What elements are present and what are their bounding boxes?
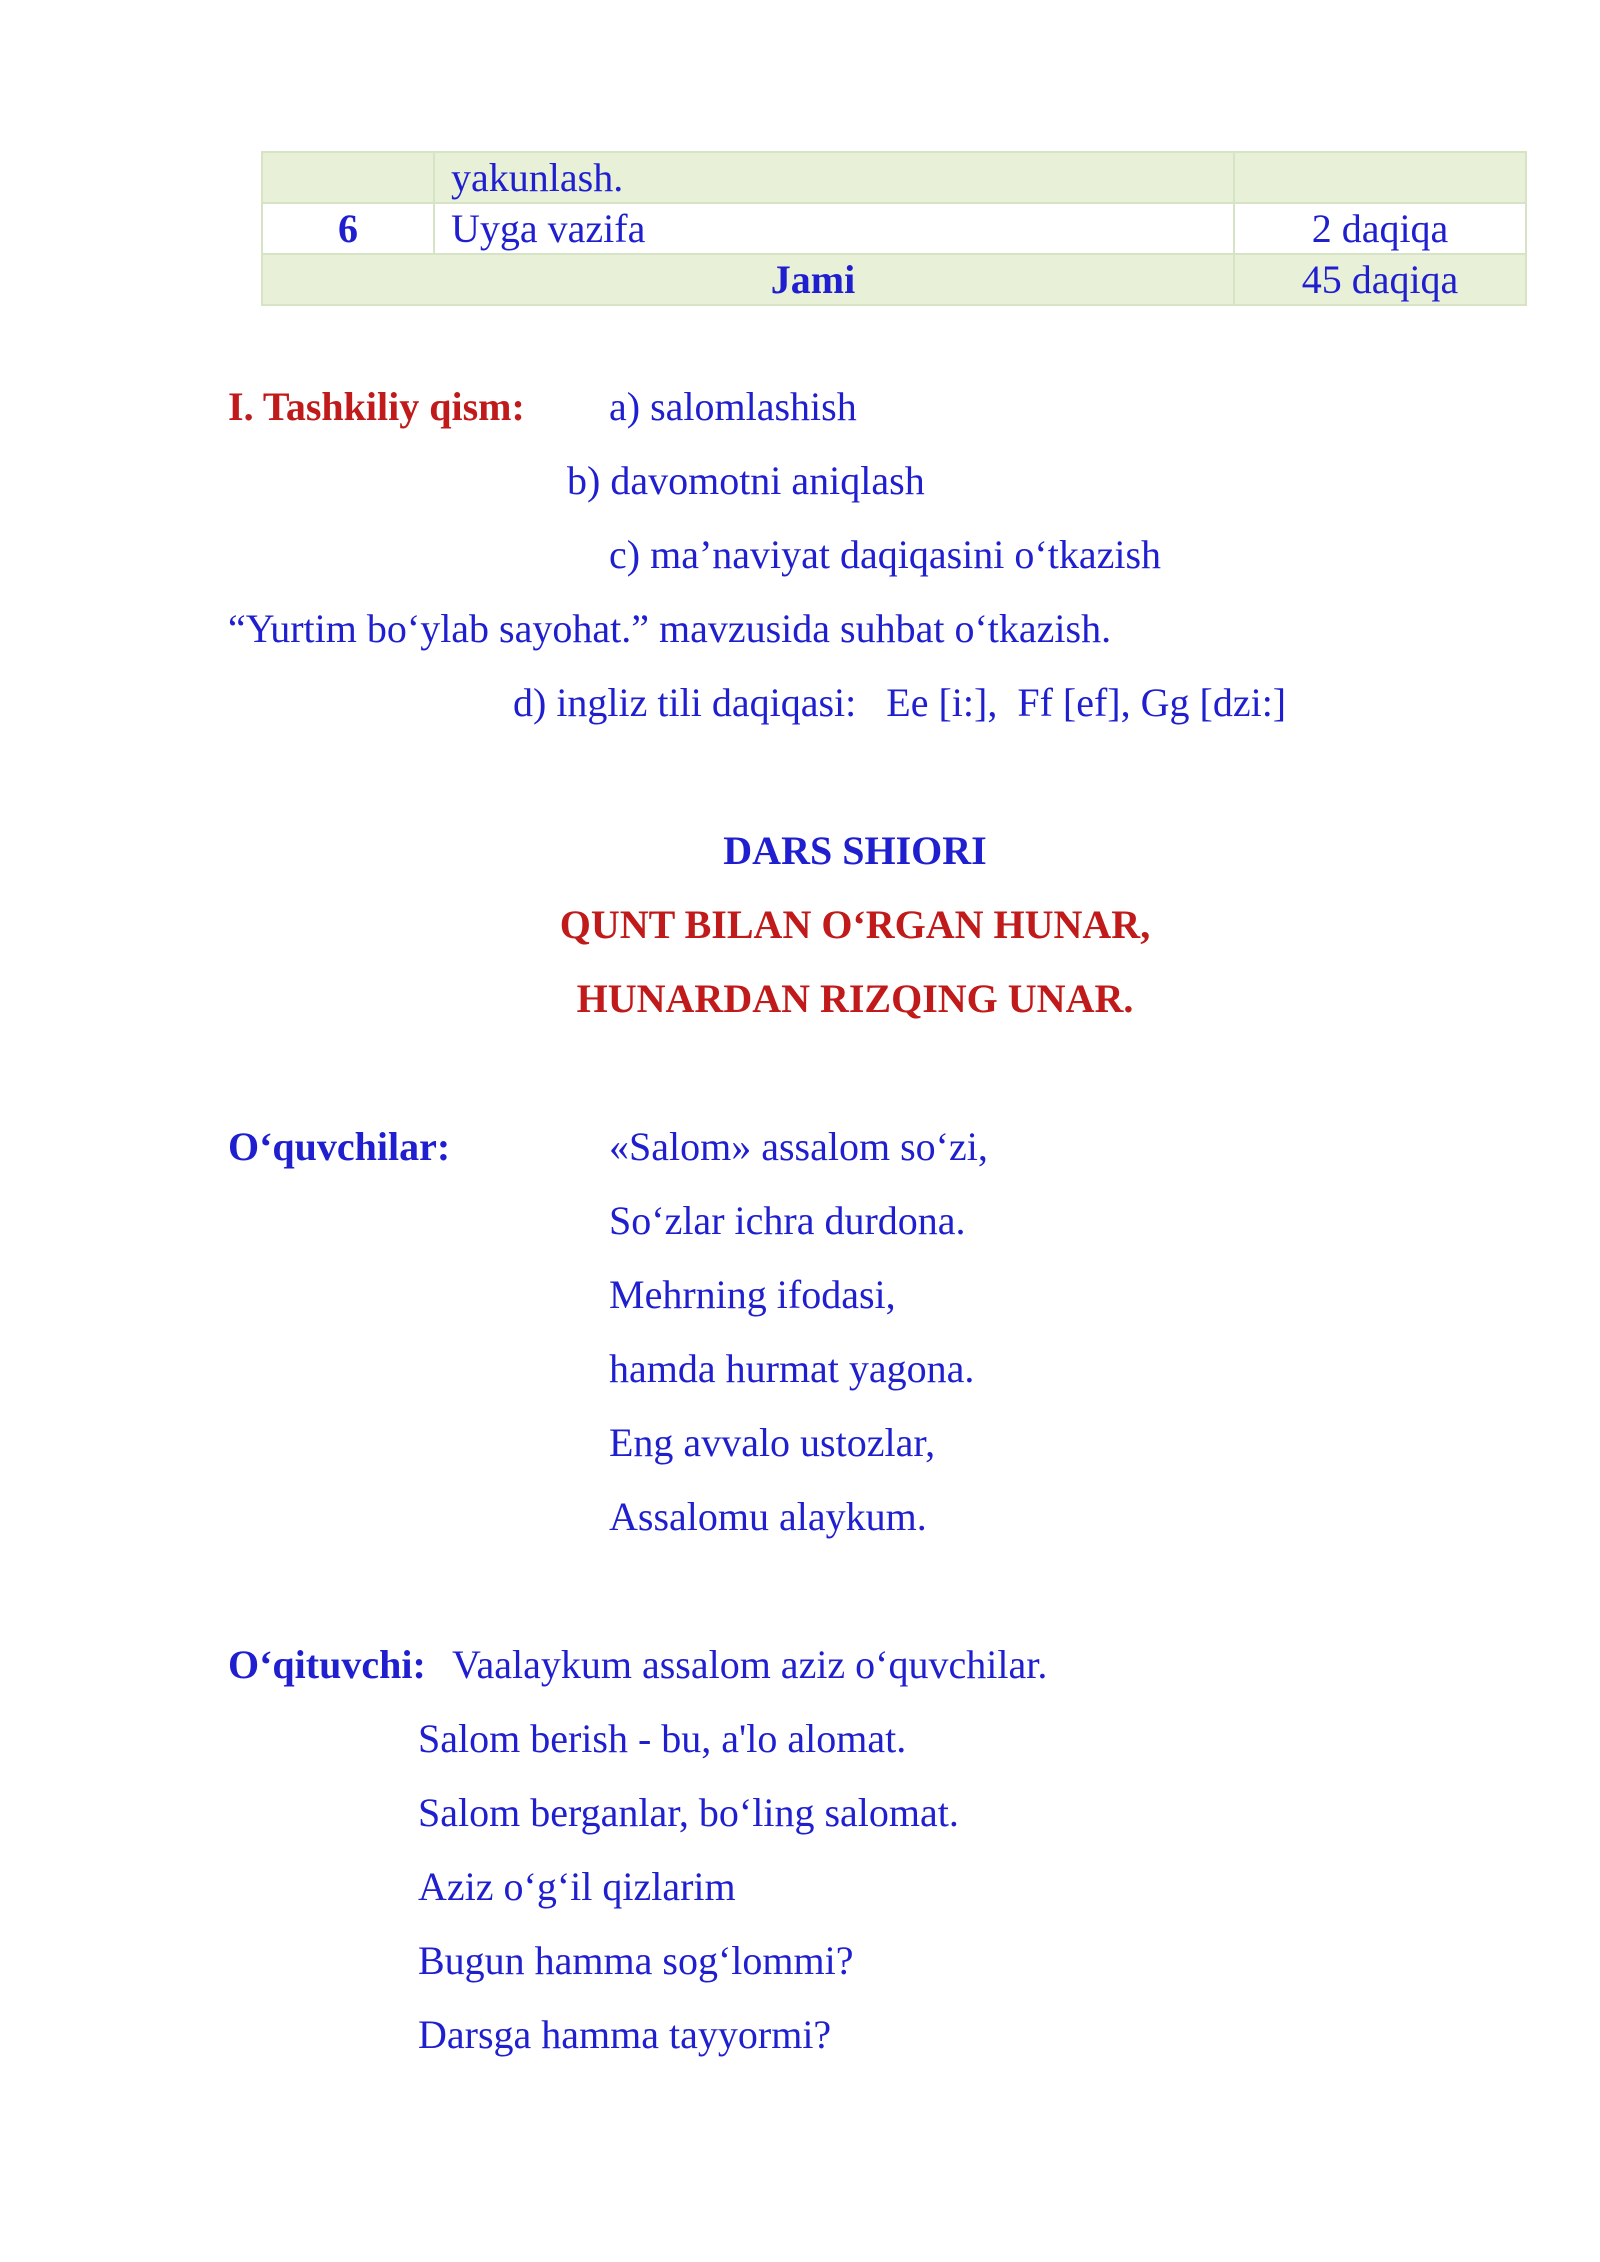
- english-minute: d) ingliz tili daqiqasi: Ee [i:], Ff [ef], Gg [dzi:]: [513, 680, 1287, 725]
- organizational-item-b: b) davomotni aniqlash: [567, 458, 925, 503]
- table-total-row: [262, 254, 1526, 305]
- motto-line-2: HUNARDAN RIZQING UNAR.: [576, 976, 1134, 1021]
- total-label: Jami: [262, 254, 1234, 305]
- students-line: hamda hurmat yagona.: [609, 1346, 975, 1391]
- row-number: 6: [262, 203, 434, 254]
- conversation-topic: “Yurtim bo‘ylab sayohat.” mavzusida suhbat o‘tkazish.: [228, 606, 1112, 651]
- students-line: Mehrning ifodasi,: [609, 1272, 896, 1317]
- row-time: [1234, 152, 1526, 203]
- students-line: So‘zlar ichra durdona.: [609, 1198, 966, 1243]
- teacher-line: Salom berganlar, bo‘ling salomat.: [418, 1790, 959, 1835]
- students-label: O‘quvchilar:: [228, 1124, 451, 1169]
- teacher-label: O‘qituvchi:: [228, 1642, 426, 1687]
- lesson-plan-table: [261, 151, 1527, 306]
- students-line: «Salom» assalom so‘zi,: [609, 1124, 988, 1169]
- teacher-line: Darsga hamma tayyormi?: [418, 2012, 832, 2057]
- students-line: Assalomu alaykum.: [609, 1494, 927, 1539]
- row-task: Uyga vazifa: [434, 203, 1234, 254]
- organizational-item-c: c) ma’naviyat daqiqasini o‘tkazish: [609, 532, 1162, 577]
- organizational-item-a: a) salomlashish: [609, 384, 857, 429]
- teacher-line: Salom berish - bu, a'lo alomat.: [418, 1716, 907, 1761]
- students-line: Eng avvalo ustozlar,: [609, 1420, 936, 1465]
- table-row: [262, 152, 1526, 203]
- motto-title: DARS SHIORI: [723, 828, 987, 873]
- row-task: yakunlash.: [434, 152, 1234, 203]
- table-row: [262, 203, 1526, 254]
- teacher-first-line: Vaalaykum assalom aziz o‘quvchilar.: [452, 1642, 1048, 1687]
- motto-line-1: QUNT BILAN O‘RGAN HUNAR,: [559, 902, 1151, 947]
- teacher-line: Aziz o‘g‘il qizlarim: [418, 1864, 736, 1909]
- teacher-line: Bugun hamma sog‘lommi?: [418, 1938, 854, 1983]
- organizational-heading: I. Tashkiliy qism:: [228, 384, 525, 429]
- row-number: [262, 152, 434, 203]
- row-time: 2 daqiqa: [1234, 203, 1526, 254]
- total-time: 45 daqiqa: [1234, 254, 1526, 305]
